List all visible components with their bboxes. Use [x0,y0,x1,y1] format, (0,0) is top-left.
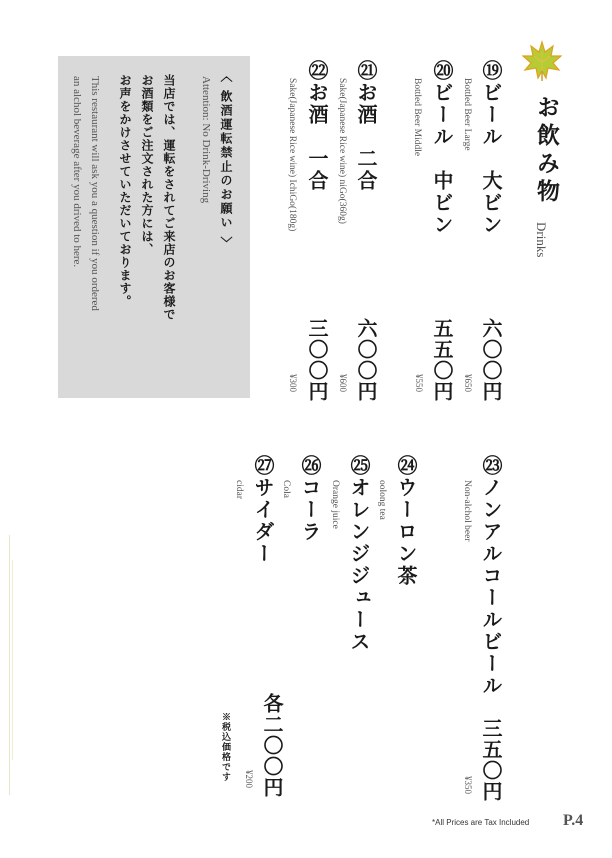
notice-title-en: Attention: No Drink-Driving [200,76,212,204]
item-name: ㉗サイダー [251,455,275,565]
item-name-en: Sake(Japanese Rice wine) IchiGo(180g) [287,78,297,232]
item-price: 三五〇円 [479,718,503,802]
item-name: ⑲ビール 大ビン [479,60,503,236]
notice-body-en: an alchol beverage after you drived to here. [71,76,83,268]
item-name: ㉓ノンアルコールビール [479,455,503,697]
item-price: 六〇〇円 [354,318,378,402]
notice-body-line: 当店では、運転をされてご来店のお客様で [162,74,176,321]
item-name: ㉖コーラ [298,455,322,543]
item-name: ㉒お酒 一合 [305,60,329,192]
tax-note-jp: ※税込価格です [220,712,230,782]
item-name: ㉕オレンジジュース [347,455,371,653]
group-price: 各二〇〇円 [260,693,284,798]
item-name-en: Cola [281,480,291,498]
page-edge-mark [9,535,10,795]
item-name-en: oolong tea [377,480,387,520]
page-title: お飲み物 [533,95,560,207]
item-name-en: Sake(Japanese Rice wine) niGo(360g) [337,78,347,224]
item-name-en: Non-alchol beer [462,480,472,542]
notice-body-line: お声をかけさせていただいております。 [118,74,132,308]
item-name-en: Bottled Beer Middle [412,78,422,157]
group-price-en: ¥200 [244,770,254,788]
item-name: ㉔ウーロン茶 [394,455,418,587]
notice-body-line: お酒類をご注文された方には、 [140,74,154,256]
page-number: P.4 [563,812,584,829]
item-price-en: ¥600 [338,374,348,392]
item-name: ⑳ビール 中ビン [430,60,454,236]
item-name-en: Orange juice [330,480,340,529]
item-name-en: Bottled Beer Large [462,78,472,151]
item-price-en: ¥650 [463,374,473,392]
item-price-en: ¥550 [414,374,424,392]
item-price: 三〇〇円 [305,318,329,402]
page-title-en: Drinks [534,222,549,258]
notice-title: 〈 飲酒運転禁止のお願い 〉 [219,70,233,251]
item-price-en: ¥350 [463,776,473,794]
item-name: ㉑お酒 二合 [354,60,378,192]
maple-leaf-icon [522,40,562,82]
item-price: 六〇〇円 [479,318,503,402]
page-edge-mark [12,560,13,760]
item-price-en: ¥300 [288,374,298,392]
notice-body-en: This restaurant will ask you a question if you ordered [89,76,101,311]
item-price: 五五〇円 [430,318,454,402]
tax-note-en: *All Prices are Tax Included [432,818,530,827]
item-name-en: cidar [234,480,244,499]
